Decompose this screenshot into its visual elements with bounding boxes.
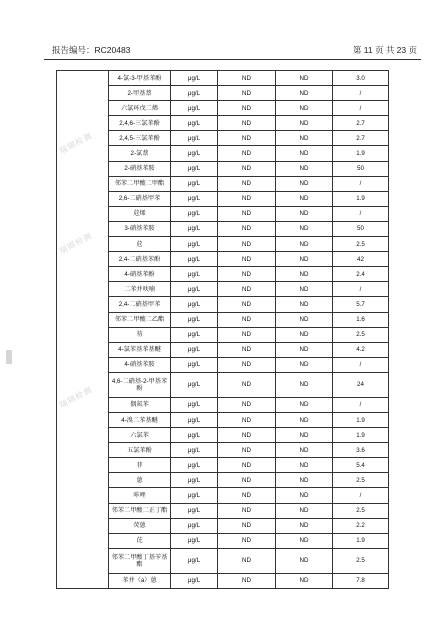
limit-cell: 1.9 — [333, 146, 389, 161]
parameter-cell: 2,4,6-三氯苯酚 — [109, 116, 171, 131]
results-table-body — [57, 71, 389, 589]
unit-cell: μg/L — [171, 161, 218, 176]
result-cell: ND — [276, 116, 333, 131]
unit-cell: μg/L — [171, 206, 218, 221]
watermark-stamp: 瑞锦检测 — [57, 385, 95, 410]
limit-cell: 1.9 — [333, 428, 389, 443]
limit-cell: 24 — [333, 372, 389, 397]
result-cell: ND — [218, 533, 276, 548]
category-cell — [57, 71, 109, 589]
result-cell: ND — [218, 282, 276, 297]
result-cell: ND — [276, 518, 333, 533]
result-cell: ND — [218, 206, 276, 221]
parameter-cell: 偶氮苯 — [109, 397, 171, 412]
parameter-cell: 荧蒽 — [109, 518, 171, 533]
limit-cell: / — [333, 397, 389, 412]
unit-cell: μg/L — [171, 473, 218, 488]
limit-cell: 2.7 — [333, 116, 389, 131]
result-cell: ND — [276, 573, 333, 588]
limit-cell: 5.7 — [333, 297, 389, 312]
result-cell: ND — [276, 176, 333, 191]
report-number: 报告编号：RC20483 — [52, 45, 131, 55]
limit-cell: 3.0 — [333, 71, 389, 86]
unit-cell: μg/L — [171, 342, 218, 357]
limit-cell: 5.4 — [333, 458, 389, 473]
unit-cell: μg/L — [171, 71, 218, 86]
parameter-cell: 六氯环戊二烯 — [109, 101, 171, 116]
parameter-cell: 4-硝基苯酚 — [109, 267, 171, 282]
result-cell: ND — [218, 573, 276, 588]
unit-cell: μg/L — [171, 221, 218, 236]
unit-cell: μg/L — [171, 176, 218, 191]
result-cell: ND — [276, 473, 333, 488]
result-cell: ND — [218, 342, 276, 357]
parameter-cell: 苊烯 — [109, 206, 171, 221]
result-cell: ND — [218, 86, 276, 101]
result-cell: ND — [218, 267, 276, 282]
unit-cell: μg/L — [171, 357, 218, 372]
limit-cell: / — [333, 176, 389, 191]
scan-shadow — [6, 350, 12, 364]
result-cell: ND — [218, 327, 276, 342]
limit-cell: / — [333, 206, 389, 221]
result-cell: ND — [276, 357, 333, 372]
parameter-cell: 2,6-二硝基甲苯 — [109, 191, 171, 206]
result-cell: ND — [218, 237, 276, 252]
parameter-cell: 2-氯萘 — [109, 146, 171, 161]
result-cell: ND — [218, 503, 276, 518]
result-cell: ND — [218, 397, 276, 412]
watermark-stamp: 瑞锦检测 — [57, 231, 95, 256]
result-cell: ND — [276, 237, 333, 252]
result-cell: ND — [218, 443, 276, 458]
result-cell: ND — [276, 71, 333, 86]
result-cell: ND — [276, 101, 333, 116]
result-cell: ND — [218, 161, 276, 176]
parameter-cell: 苯并（a）蒽 — [109, 573, 171, 588]
unit-cell: μg/L — [171, 443, 218, 458]
parameter-cell: 4-硝基苯胺 — [109, 357, 171, 372]
limit-cell: 50 — [333, 221, 389, 236]
limit-cell: 2.7 — [333, 131, 389, 146]
result-cell: ND — [276, 191, 333, 206]
unit-cell: μg/L — [171, 458, 218, 473]
limit-cell: / — [333, 101, 389, 116]
result-cell: ND — [276, 548, 333, 573]
result-cell: ND — [276, 327, 333, 342]
unit-cell: μg/L — [171, 412, 218, 427]
result-cell: ND — [276, 297, 333, 312]
parameter-cell: 4,6-二硝基-2-甲基苯酚 — [109, 372, 171, 397]
unit-cell: μg/L — [171, 267, 218, 282]
limit-cell: 1.9 — [333, 533, 389, 548]
result-cell: ND — [276, 533, 333, 548]
result-cell: ND — [276, 206, 333, 221]
unit-cell: μg/L — [171, 372, 218, 397]
result-cell: ND — [276, 397, 333, 412]
result-cell: ND — [276, 221, 333, 236]
result-cell: ND — [276, 342, 333, 357]
unit-cell: μg/L — [171, 237, 218, 252]
limit-cell: 2.5 — [333, 473, 389, 488]
unit-cell: μg/L — [171, 503, 218, 518]
parameter-cell: 2,4-二硝基甲苯 — [109, 297, 171, 312]
parameter-cell: 蒽 — [109, 473, 171, 488]
result-cell: ND — [276, 161, 333, 176]
limit-cell: 2.5 — [333, 503, 389, 518]
parameter-cell: 邻苯二甲酸二乙酯 — [109, 312, 171, 327]
unit-cell: μg/L — [171, 397, 218, 412]
parameter-cell: 邻苯二甲酸二正丁酯 — [109, 503, 171, 518]
limit-cell: / — [333, 357, 389, 372]
unit-cell: μg/L — [171, 146, 218, 161]
result-cell: ND — [276, 458, 333, 473]
parameter-cell: 芘 — [109, 533, 171, 548]
result-cell: ND — [276, 412, 333, 427]
unit-cell: μg/L — [171, 101, 218, 116]
result-cell: ND — [218, 146, 276, 161]
limit-cell: / — [333, 282, 389, 297]
result-cell: ND — [276, 312, 333, 327]
unit-cell: μg/L — [171, 533, 218, 548]
limit-cell: 1.9 — [333, 191, 389, 206]
limit-cell: 1.6 — [333, 312, 389, 327]
parameter-cell: 4-溴二苯基醚 — [109, 412, 171, 427]
result-cell: ND — [218, 412, 276, 427]
unit-cell: μg/L — [171, 297, 218, 312]
limit-cell: 2.4 — [333, 267, 389, 282]
result-cell: ND — [218, 101, 276, 116]
limit-cell: 1.9 — [333, 412, 389, 427]
result-cell: ND — [276, 372, 333, 397]
parameter-cell: 咔唑 — [109, 488, 171, 503]
result-cell: ND — [218, 297, 276, 312]
results-table — [56, 70, 389, 589]
result-cell: ND — [218, 428, 276, 443]
unit-cell: μg/L — [171, 282, 218, 297]
watermark-stamp: 瑞锦检测 — [57, 131, 95, 156]
parameter-cell: 苊 — [109, 237, 171, 252]
unit-cell: μg/L — [171, 488, 218, 503]
unit-cell: μg/L — [171, 518, 218, 533]
unit-cell: μg/L — [171, 116, 218, 131]
unit-cell: μg/L — [171, 428, 218, 443]
result-cell: ND — [276, 503, 333, 518]
unit-cell: μg/L — [171, 131, 218, 146]
result-cell: ND — [276, 443, 333, 458]
parameter-cell: 2,4-二硝基苯酚 — [109, 252, 171, 267]
parameter-cell: 2,4,5-三氯苯酚 — [109, 131, 171, 146]
limit-cell: / — [333, 86, 389, 101]
result-cell: ND — [276, 86, 333, 101]
unit-cell: μg/L — [171, 312, 218, 327]
unit-cell: μg/L — [171, 252, 218, 267]
parameter-cell: 六氯苯 — [109, 428, 171, 443]
unit-cell: μg/L — [171, 86, 218, 101]
unit-cell: μg/L — [171, 327, 218, 342]
result-cell: ND — [218, 116, 276, 131]
unit-cell: μg/L — [171, 573, 218, 588]
result-cell: ND — [276, 488, 333, 503]
limit-cell: 7.8 — [333, 573, 389, 588]
limit-cell: 4.2 — [333, 342, 389, 357]
result-cell: ND — [218, 312, 276, 327]
result-cell: ND — [276, 282, 333, 297]
table-row — [57, 71, 389, 86]
limit-cell: 3.6 — [333, 443, 389, 458]
result-cell: ND — [218, 372, 276, 397]
parameter-cell: 邻苯二甲酸丁基苄基酯 — [109, 548, 171, 573]
parameter-cell: 4-氯苯基苯基醚 — [109, 342, 171, 357]
result-cell: ND — [218, 131, 276, 146]
result-cell: ND — [276, 267, 333, 282]
result-cell: ND — [218, 518, 276, 533]
result-cell: ND — [218, 473, 276, 488]
parameter-cell: 4-氯-3-甲基苯酚 — [109, 71, 171, 86]
result-cell: ND — [276, 146, 333, 161]
result-cell: ND — [218, 252, 276, 267]
result-cell: ND — [218, 221, 276, 236]
result-cell: ND — [218, 71, 276, 86]
limit-cell: 2.5 — [333, 327, 389, 342]
limit-cell: 2.5 — [333, 548, 389, 573]
result-cell: ND — [218, 548, 276, 573]
limit-cell: 42 — [333, 252, 389, 267]
result-cell: ND — [276, 131, 333, 146]
result-cell: ND — [276, 252, 333, 267]
result-cell: ND — [218, 191, 276, 206]
limit-cell: 2.5 — [333, 237, 389, 252]
result-cell: ND — [218, 458, 276, 473]
result-cell: ND — [218, 357, 276, 372]
limit-cell: 2.2 — [333, 518, 389, 533]
parameter-cell: 五氯苯酚 — [109, 443, 171, 458]
page-number: 第 11 页 共 23 页 — [352, 45, 417, 55]
parameter-cell: 芴 — [109, 327, 171, 342]
limit-cell: 50 — [333, 161, 389, 176]
limit-cell: / — [333, 488, 389, 503]
parameter-cell: 二苯并呋喃 — [109, 282, 171, 297]
result-cell: ND — [218, 176, 276, 191]
parameter-cell: 2-甲基萘 — [109, 86, 171, 101]
header-rule — [44, 59, 421, 60]
result-cell: ND — [218, 488, 276, 503]
parameter-cell: 邻苯二甲酸二甲酯 — [109, 176, 171, 191]
parameter-cell: 3-硝基苯胺 — [109, 221, 171, 236]
unit-cell: μg/L — [171, 191, 218, 206]
result-cell: ND — [276, 428, 333, 443]
parameter-cell: 菲 — [109, 458, 171, 473]
parameter-cell: 2-硝基苯胺 — [109, 161, 171, 176]
unit-cell: μg/L — [171, 548, 218, 573]
